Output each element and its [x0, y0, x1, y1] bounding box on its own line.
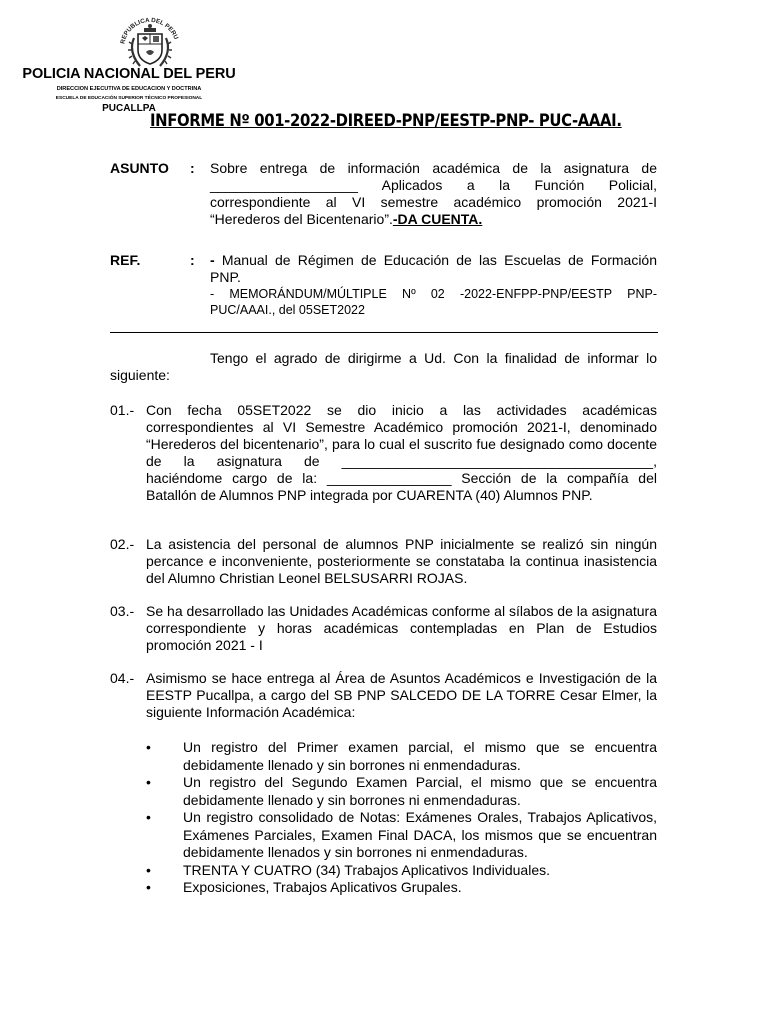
asunto-text [210, 160, 657, 228]
item-number: 02.- [110, 536, 135, 552]
bullet-icon: • [146, 861, 151, 878]
asunto-colon: : [190, 160, 195, 176]
item-number: 01.- [110, 402, 135, 418]
asunto-body: Sobre entrega de información académica de la asignatura de ___________________ Aplicados a la Función Policial, correspondiente al VI semestre académico promoción 2021-I “Herederos del Bicentenario”. [210, 160, 657, 227]
da-cuenta: -DA CUENTA. [392, 211, 483, 227]
ref-dash: - [210, 252, 215, 268]
item-number: 03.- [110, 603, 135, 619]
item-text: Asimismo se hace entrega al Área de Asuntos Académicos e Investigación de la EESTP Pucallpa, a cargo del SB PNP SALCEDO DE LA TORRE Cesar Elmer, la siguiente Información Académica: [146, 670, 657, 720]
item-text: La asistencia del personal de alumnos PNP inicialmente se realizó sin ningún percance e inconveniente, posteriormente se constataba la continua inasistencia del Alumno Christian Leonel BELSUSARRI ROJAS. [146, 536, 657, 586]
item-number: 04.- [110, 670, 135, 686]
ref-line1: Manual de Régimen de Educación de las Escuelas de Formación PNP. [210, 252, 657, 285]
bullet-icon: • [146, 809, 151, 825]
asunto-label: ASUNTO [110, 160, 169, 176]
list-item [146, 862, 657, 880]
org-name: POLICIA NACIONAL DEL PERU [22, 66, 236, 82]
list-item [146, 809, 657, 862]
item-text: Con fecha 05SET2022 se dio inicio a las actividades académicas correspondientes al VI Semestre Académico promoción 2021-I, denominado “Herederos del bicentenario”, para lo cual el suscrito fue designado como docente de la asignatura de ________________________________________, haciéndome cargo de la: ________________ Sección de la compañía del Batallón de Alumnos PNP integrada por CUARENTA (40) Alumnos PNP. [146, 402, 657, 503]
bullet-icon: • [146, 774, 151, 790]
list-item-text: TRENTA Y CUATRO (34) Trabajos Aplicativos Individuales. [183, 861, 550, 878]
list-item [146, 879, 657, 897]
separator-line [110, 332, 658, 333]
list-item [146, 774, 657, 809]
list-item-text: Exposiciones, Trabajos Aplicativos Grupales. [183, 879, 462, 895]
ref-text [210, 252, 657, 318]
item-text: Se ha desarrollado las Unidades Académicas conforme al sílabos de la asignatura correspondiente y horas académicas contempladas en Plan de Estudios promoción 2021 - I [146, 603, 657, 653]
svg-text:REPUBLICA DEL PERU: REPUBLICA DEL PERU [119, 16, 180, 45]
bullet-icon: • [146, 739, 151, 755]
list-item-text: Un registro del Segundo Examen Parcial, el mismo que se encuentra debidamente llenado y sin borrones ni enmendaduras. [183, 774, 657, 808]
deliverables-list [146, 739, 657, 897]
list-item-text: Un registro del Primer examen parcial, el mismo que se encuentra debidamente llenado y sin borrones ni enmendaduras. [183, 739, 657, 773]
ref-label: REF. [110, 252, 141, 268]
ref-colon: : [190, 252, 195, 268]
letterhead [22, 8, 236, 112]
org-school: ESCUELA DE EDUCACIÓN SUPERIOR TÉCNICO PROFESIONAL [55, 96, 203, 101]
org-city: PUCALLPA [102, 103, 156, 114]
police-emblem-icon [114, 8, 186, 74]
ref-line2: - MEMORÁNDUM/MÚLTIPLE Nº 02 -2022-ENFPP-PNP/EESTP PNP-PUC/AAAI., del 05SET2022 [210, 287, 657, 317]
list-item-text: Un registro consolidado de Notas: Exámenes Orales, Trabajos Aplicativos, Exámenes Parciales, Examen Final DACA, los mismos que se encuentran debidamente llenados y sin borrones ni enmendaduras. [183, 809, 657, 860]
list-item [146, 739, 657, 774]
org-directorate: DIRECCION EJECUTIVA DE EDUCACION Y DOCTRINA [56, 86, 202, 92]
intro-paragraph: Tengo el agrado de dirigirme a Ud. Con la finalidad de informar lo siguiente: [110, 350, 657, 383]
report-title: INFORME Nº 001-2022-DIREED-PNP/EESTP-PNP- PUC-AAAI. [150, 111, 622, 130]
bullet-icon: • [146, 879, 151, 895]
